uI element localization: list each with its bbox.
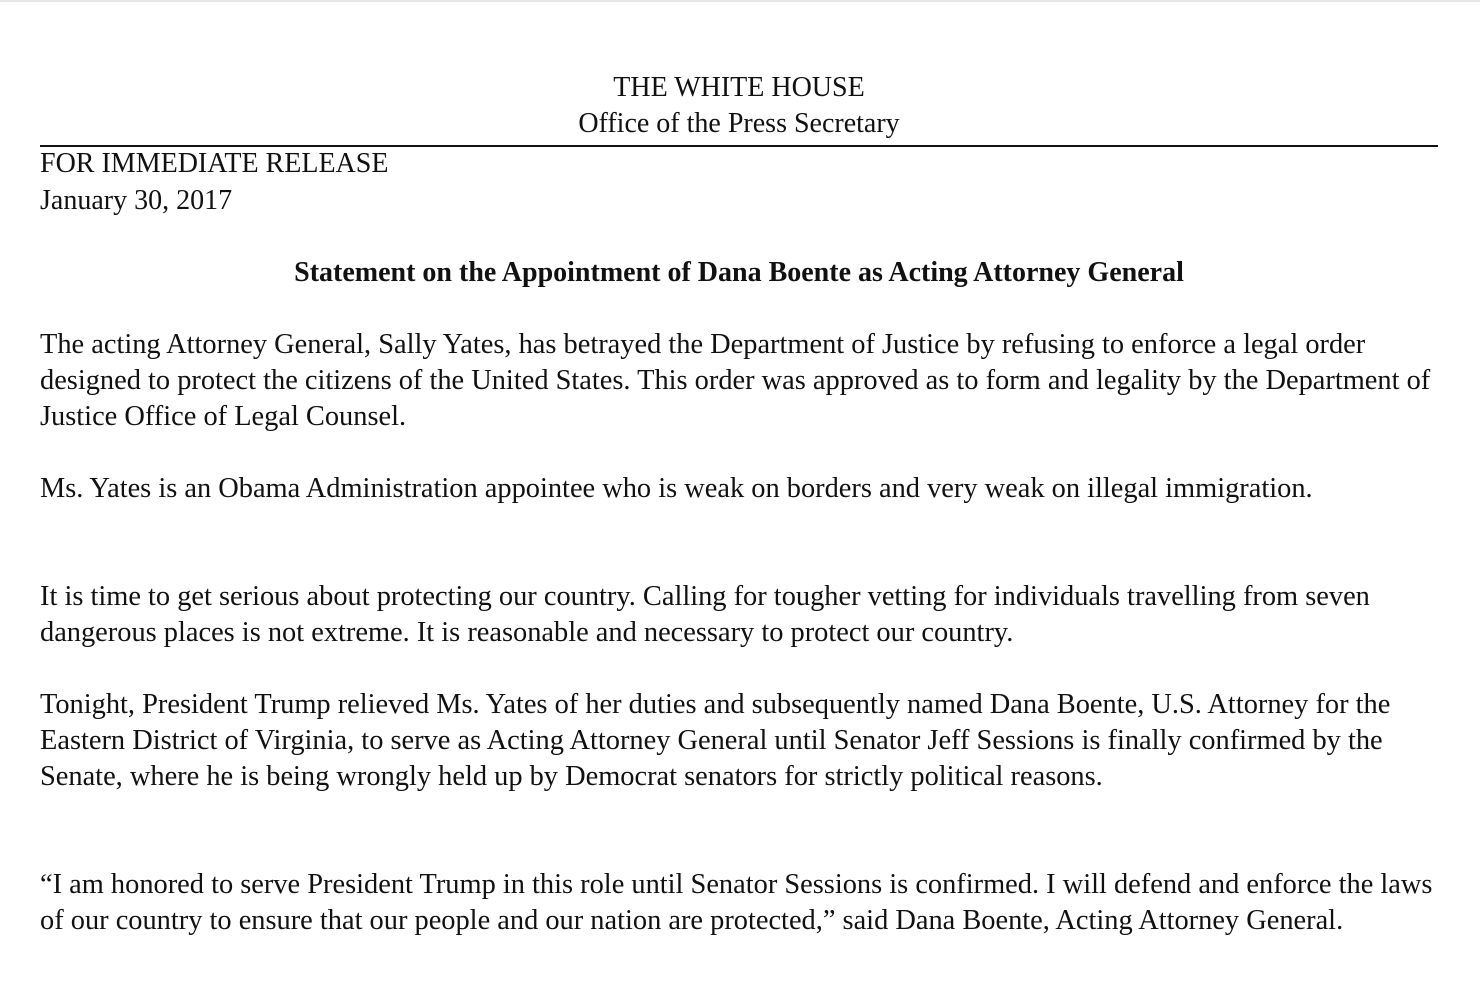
org-heading: THE WHITE HOUSE bbox=[613, 72, 865, 103]
paragraph-5: “I am honored to serve President Trump in this role until Senator Sessions is confirmed. I will defend and enforce the laws of our country to ensure that our people and our nation are protected,” said Dana Boente, Acting Attorney General. bbox=[40, 869, 1433, 936]
statement-title: Statement on the Appointment of Dana Boente as Acting Attorney General bbox=[294, 257, 1184, 288]
paragraph-1: The acting Attorney General, Sally Yates, has betrayed the Department of Justice by refusing to enforce a legal order designed to protect the citizens of the United States. This order was approved as to form and legality by the Department of Justice Office of Legal Counsel. bbox=[40, 329, 1431, 432]
paragraph-2: Ms. Yates is an Obama Administration appointee who is weak on borders and very weak on illegal immigration. bbox=[40, 473, 1313, 504]
release-date: January 30, 2017 bbox=[40, 185, 233, 216]
paragraph-3: It is time to get serious about protecting our country. Calling for tougher vetting for individuals travelling from seven dangerous places is not extreme. It is reasonable and necessary to protect our country. bbox=[40, 581, 1370, 648]
release-label: FOR IMMEDIATE RELEASE bbox=[40, 148, 389, 179]
office-heading: Office of the Press Secretary bbox=[578, 108, 900, 139]
paragraph-4: Tonight, President Trump relieved Ms. Yates of her duties and subsequently named Dana Boente, U.S. Attorney for the Eastern District of Virginia, to serve as Acting Attorney General until Senator Jeff Sessions is finally confirmed by the Senate, where he is being wrongly held up by Democrat senators for strictly political reasons. bbox=[40, 689, 1391, 792]
top-border bbox=[0, 0, 1480, 2]
